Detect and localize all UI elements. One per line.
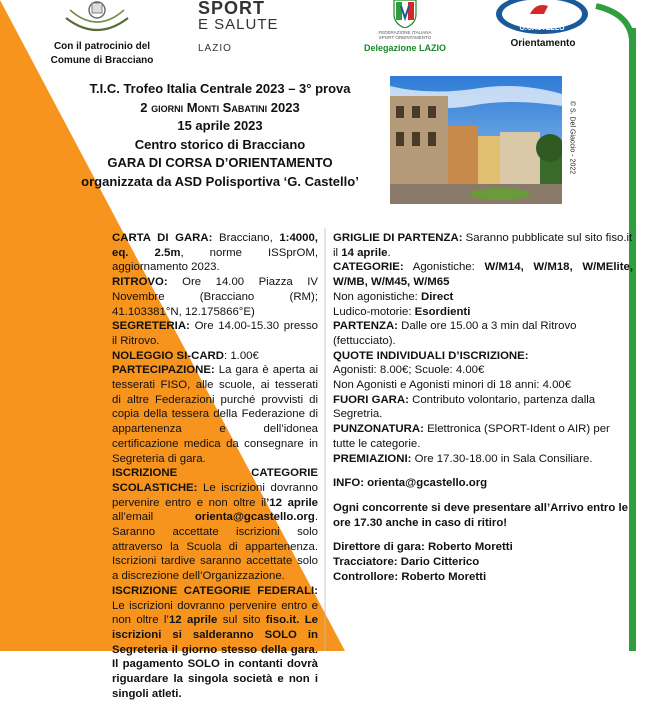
title-location: Centro storico di Bracciano bbox=[134, 136, 306, 152]
club-subtitle: Orientamento bbox=[510, 38, 576, 49]
segreteria-label: SEGRETERIA: bbox=[112, 320, 190, 333]
scolastiche-text-1: Le iscrizioni dovranno pervenire entro e non oltre il bbox=[112, 481, 318, 509]
partecipazione-label: PARTECIPAZIONE: bbox=[112, 364, 215, 377]
fuori-label: FUORI GARA: bbox=[333, 393, 409, 406]
title-organizer: organizzata da ASD Polisportiva ‘G. Castello’ bbox=[81, 173, 359, 189]
premi-label: PREMIAZIONI: bbox=[333, 452, 412, 465]
partenza-text: Dalle ore 15.00 a 3 min dal Ritrovo (fettucciato). bbox=[333, 320, 577, 347]
noleggio-text: : 1.00€ bbox=[224, 349, 259, 362]
noleggio-label: NOLEGGIO SI-CARD bbox=[112, 349, 225, 362]
ritrovo-label: RITROVO: bbox=[112, 276, 168, 289]
carta-label: CARTA DI GARA: bbox=[112, 232, 213, 244]
ritrovo-text: Ore 14.00 Piazza IV Novembre (Bracciano (RM); 41.103381°N, 12.175866°E) bbox=[112, 276, 318, 318]
patronage-text bbox=[38, 40, 166, 68]
section-categorie bbox=[333, 260, 633, 289]
partecipazione-text: La gara è aperta ai tesserati FISO, alle scuole, ai tesserati di altre Federazioni purché provvisti di copia della tessera della Federazione di appartenenza e dell’idonea certificazione medica da consegnare in Segreteria di gara. bbox=[112, 364, 318, 465]
quote-label: QUOTE INDIVIDUALI D’ISCRIZIONE: bbox=[333, 349, 529, 362]
sport-e-salute-logo bbox=[198, 0, 298, 54]
spacer bbox=[333, 491, 633, 501]
fiso-logo bbox=[345, 0, 465, 53]
spacer bbox=[333, 530, 633, 540]
section-non-agonistiche bbox=[333, 290, 633, 305]
section-griglie bbox=[333, 231, 633, 260]
arrival-notice bbox=[333, 501, 633, 530]
section-fuori-gara bbox=[333, 393, 633, 422]
non-agon-value: Direct bbox=[421, 290, 454, 303]
premi-text: Ore 17.30-18.00 in Sala Consiliare. bbox=[411, 452, 593, 465]
federali-label: ISCRIZIONE CATEGORIE FEDERALI: bbox=[112, 584, 318, 597]
right-column bbox=[333, 231, 633, 584]
segreteria-text: Ore 14.00-15.30 presso il Ritrovo. bbox=[112, 320, 318, 347]
section-scolastiche bbox=[112, 466, 318, 584]
federali-site: fiso.it bbox=[265, 614, 297, 627]
punzo-text: Elettronica (SPORT-Ident o AIR) per tutte le categorie. bbox=[333, 423, 610, 450]
g-castello-emblem-icon bbox=[492, 0, 592, 36]
title-event-name: 2 giorni Monti Sabatini 2023 bbox=[140, 99, 300, 115]
quote-line-1: Agonisti: 8.00€; Scuole: 4.00€ bbox=[333, 364, 485, 377]
federali-bold-text: . Le iscrizioni si salderanno SOLO in Segreteria il giorno stesso della gara. Il pagamento SOLO in contanti dovrà riguardare la singola società e non i singoli atleti. bbox=[112, 614, 318, 700]
race-director-text: Direttore di gara: Roberto Moretti bbox=[333, 541, 513, 554]
patronage-line-1: Con il patrocinio del bbox=[53, 41, 151, 52]
categorie-text: Agonistiche: bbox=[403, 261, 485, 274]
title-trophy: T.I.C. Trofeo Italia Centrale 2023 – 3° prova bbox=[89, 81, 351, 96]
section-premiazioni bbox=[333, 452, 633, 467]
section-federali bbox=[112, 584, 318, 702]
info-email bbox=[333, 476, 633, 491]
section-quote bbox=[333, 349, 633, 364]
carta-scale: 1:4000, eq. 2.5m bbox=[112, 232, 318, 259]
patronage-line-2: Comune di Bracciano bbox=[50, 55, 154, 66]
title-date: 15 aprile 2023 bbox=[177, 118, 263, 133]
categorie-label: CATEGORIE: bbox=[333, 261, 404, 274]
non-agon-text: Non agonistiche: bbox=[333, 290, 422, 303]
spacer bbox=[333, 466, 633, 476]
carta-text-2: , norme ISSprOM, aggiornamento 2023. bbox=[112, 246, 318, 274]
federali-text-2: sul sito bbox=[217, 614, 266, 627]
federali-date: 12 aprile bbox=[168, 614, 218, 627]
green-stripe-corner bbox=[596, 6, 632, 40]
photo-credit-text: © S. Del Giaccio - 2022 bbox=[568, 100, 576, 175]
fiso-name-line-2: SPORT ORIENTAMENTO bbox=[378, 35, 432, 40]
fiso-name-line-1: FEDERAZIONE ITALIANA bbox=[378, 30, 432, 35]
controller bbox=[333, 570, 633, 585]
sport-logo-line-3: LAZIO bbox=[198, 43, 232, 54]
section-partenza bbox=[333, 319, 633, 348]
scolastiche-label: ISCRIZIONE CATEGORIE SCOLASTICHE: bbox=[112, 467, 318, 494]
arrival-notice-text: Ogni concorrente si deve presentare all’Arrivo entro le ore 17.30 anche in caso di ritiro! bbox=[333, 501, 628, 529]
scolastiche-text-2: all’email bbox=[112, 511, 195, 524]
section-punzonatura bbox=[333, 422, 633, 451]
scolastiche-date: ’12 aprile bbox=[266, 496, 318, 509]
fuori-text: Contributo volontario, partenza dalla Segretria. bbox=[333, 393, 596, 421]
race-director bbox=[333, 540, 633, 555]
punzo-label: PUNZONATURA: bbox=[333, 423, 424, 436]
course-setter bbox=[333, 555, 633, 570]
bracciano-town-photo bbox=[390, 76, 562, 204]
partenza-label: PARTENZA: bbox=[333, 320, 398, 333]
federali-text-1: Le iscrizioni dovranno pervenire entro e non oltre l’ bbox=[112, 599, 318, 627]
ludico-text: Ludico-motorie: bbox=[333, 305, 415, 318]
sport-logo-line-1: SPORT bbox=[198, 0, 266, 18]
carta-text-1: Bracciano, bbox=[212, 232, 280, 244]
griglie-date: 14 aprile bbox=[341, 246, 388, 259]
photo-credit bbox=[566, 76, 578, 204]
ludico-value: Esordienti bbox=[414, 305, 471, 318]
section-ludico bbox=[333, 305, 633, 320]
section-carta bbox=[112, 231, 318, 275]
club-logo-text: G.CASTELLO bbox=[519, 25, 565, 32]
section-ritrovo bbox=[112, 275, 318, 319]
section-noleggio bbox=[112, 349, 318, 364]
controller-text: Controllore: Roberto Moretti bbox=[333, 570, 487, 583]
info-email-text: INFO: orienta@gcastello.org bbox=[333, 477, 488, 490]
griglie-label: GRIGLIE DI PARTENZA: bbox=[333, 232, 463, 244]
scolastiche-text-3: . Saranno accettate iscrizioni solo attraverso la Scuola di appartenenza. Iscrizioni tardive saranno accettate solo a discrezione dell’Organizzazione. bbox=[112, 511, 318, 583]
scolastiche-email: orienta@gcastello.org bbox=[194, 511, 315, 524]
course-setter-text: Tracciatore: Dario Citterico bbox=[333, 556, 480, 569]
event-titles bbox=[70, 80, 370, 191]
fiso-delegation: Delegazione LAZIO bbox=[363, 43, 446, 53]
section-partecipazione bbox=[112, 363, 318, 466]
griglie-end: . bbox=[387, 246, 391, 259]
quote-line-2: Non Agonisti e Agonisti minori di 18 anni: 4.00€ bbox=[333, 379, 572, 392]
left-column bbox=[112, 231, 318, 702]
sport-logo-line-2: E SALUTE bbox=[198, 16, 279, 33]
griglie-text: Saranno pubblicate sul sito fiso.it il bbox=[333, 232, 633, 259]
categorie-list: W/M14, W/M18, W/MElite, W/MB, W/M45, W/M65 bbox=[333, 261, 633, 289]
section-segreteria bbox=[112, 319, 318, 348]
comune-crest-logo bbox=[62, 0, 132, 36]
fiso-shield-icon bbox=[391, 0, 419, 28]
title-race-type: GARA DI CORSA D’ORIENTAMENTO bbox=[107, 155, 333, 170]
